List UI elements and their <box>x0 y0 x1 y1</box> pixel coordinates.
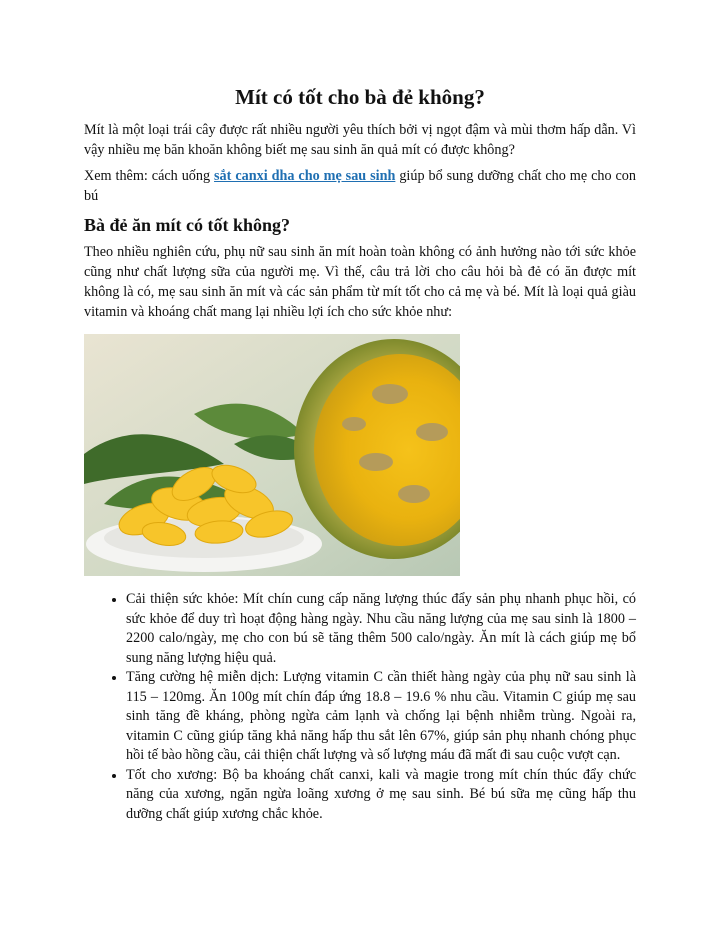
benefit-list <box>84 590 636 824</box>
list-item: • Tốt cho xương: Bộ ba khoáng chất canxi, kali và magie trong mít chín thúc đẩy chức năng của xương, ngăn ngừa loãng xương ở mẹ sau sinh. Bé bú sữa mẹ cũng hấp thu dưỡng chất giúp xương chắc khỏe. <box>126 766 636 825</box>
article <box>84 84 636 824</box>
see-also-prefix: Xem thêm: cách uống <box>84 168 215 184</box>
jackfruit-image <box>84 334 460 576</box>
section-heading: Bà đẻ ăn mít có tốt không? <box>84 215 291 235</box>
see-also-suffix: giúp bổ sung dưỡng chất cho mẹ cho con bú <box>84 168 636 204</box>
jackfruit-photo-icon <box>84 334 460 576</box>
see-also-paragraph <box>84 166 636 206</box>
intro-paragraph: Mít là một loại trái cây được rất nhiều người yêu thích bởi vị ngọt đậm và mùi thơm hấp dẫn. Vì vậy nhiều mẹ băn khoăn không biết mẹ sau sinh ăn quả mít có được không? <box>84 122 636 158</box>
list-item: • Tăng cường hệ miễn dịch: Lượng vitamin C cần thiết hàng ngày của phụ nữ sau sinh là 115 – 120mg. Ăn 100g mít chín đáp ứng 18.8 – 19.6 % nhu cầu. Vitamin C giúp mẹ sau sinh tăng đề kháng, phòng ngừa cảm lạnh và chống lại bệnh nhiễm trùng. Ngoài ra, vitamin C cũng giúp tăng khả năng hấp thu sắt lên 67%, giúp sản phụ nhanh chóng phục hồi tế bào hồng cầu, cải thiện chất lượng và số lượng máu đã mất đi sau cuộc vượt cạn. <box>126 668 636 766</box>
page-title: Mít có tốt cho bà đẻ không? <box>235 85 485 109</box>
list-item: • Cải thiện sức khỏe: Mít chín cung cấp năng lượng thúc đẩy sản phụ nhanh phục hồi, có sức khỏe để duy trì hoạt động hàng ngày. Nhu cầu năng lượng của mẹ sau sinh là 1800 – 2200 calo/ngày, mẹ cho con bú sẽ tăng thêm 500 calo/ngày. Ăn mít là cách giúp mẹ bổ sung năng lượng hiệu quả. <box>126 590 636 668</box>
see-also-link[interactable]: sắt canxi dha cho mẹ sau sinh <box>214 168 396 184</box>
section-body: Theo nhiều nghiên cứu, phụ nữ sau sinh ăn mít hoàn toàn không có ảnh hưởng nào tới sức khỏe cũng như chất lượng sữa của người mẹ. Vì thế, câu trả lời cho câu hỏi bà đẻ có ăn được mít không là có, mẹ sau sinh ăn mít và các sản phẩm từ mít tốt cho cả mẹ và bé. Mít là loại quả giàu vitamin và khoáng chất mang lại nhiều lợi ích cho sức khỏe như: <box>84 244 636 320</box>
